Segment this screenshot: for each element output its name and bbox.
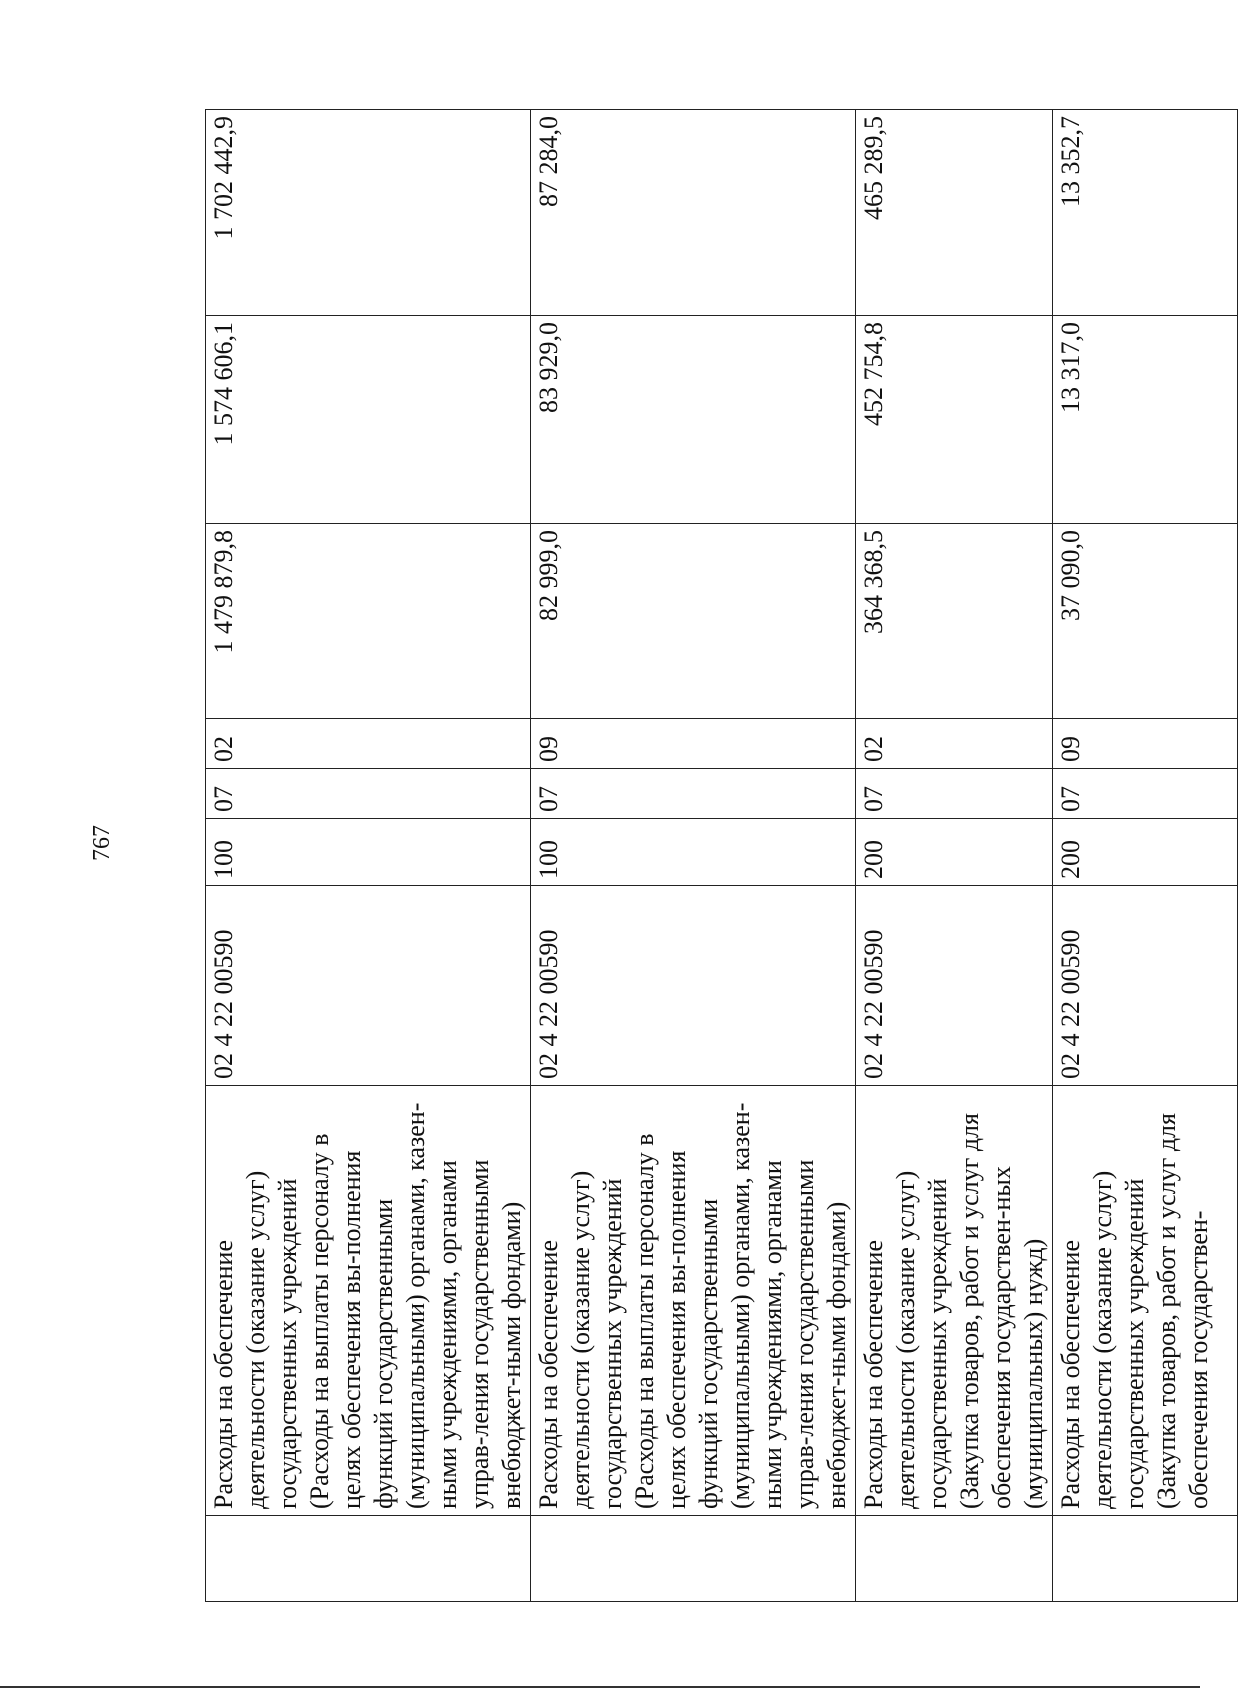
value-3-cell: 1 702 442,9 <box>206 110 531 316</box>
value-1-cell: 37 090,0 <box>1053 524 1238 719</box>
target-code-cell: 02 4 22 00590 <box>531 886 856 1086</box>
subsection-cell: 09 <box>1053 719 1238 769</box>
subsection-cell: 09 <box>531 719 856 769</box>
blank-cell <box>856 1516 1053 1602</box>
description-cell: Расходы на обеспечение деятельности (оказание услуг) государственных учреждений (Закупка товаров, работ и услуг для обеспечения государствен-ных (муниципальных) нужд) <box>856 1086 1053 1516</box>
value-2-cell: 452 754,8 <box>856 316 1053 524</box>
page-number: 767 <box>89 825 115 861</box>
section-cell: 07 <box>856 769 1053 819</box>
table-row <box>1053 110 1238 1602</box>
blank-cell <box>531 1516 856 1602</box>
rotated-table-container <box>205 110 1213 1602</box>
subsection-cell: 02 <box>856 719 1053 769</box>
value-1-cell: 82 999,0 <box>531 524 856 719</box>
target-code-cell: 02 4 22 00590 <box>856 886 1053 1086</box>
expense-type-cell: 100 <box>206 819 531 886</box>
value-3-cell: 13 352,7 <box>1053 110 1238 316</box>
bottom-rule <box>0 1686 1200 1688</box>
target-code-cell: 02 4 22 00590 <box>206 886 531 1086</box>
value-2-cell: 1 574 606,1 <box>206 316 531 524</box>
value-1-cell: 1 479 879,8 <box>206 524 531 719</box>
description-cell: Расходы на обеспечение деятельности (оказание услуг) государственных учреждений (Закупка товаров, работ и услуг для обеспечения государствен- <box>1053 1086 1238 1516</box>
blank-cell <box>1053 1516 1238 1602</box>
description-cell: Расходы на обеспечение деятельности (оказание услуг) государственных учреждений (Расходы на выплаты персоналу в целях обеспечения вы-полнения функций государственными (муниципальными) органами, казен-ными учреждениями, органами управ-ления государственными внебюджет-ными фондами) <box>531 1086 856 1516</box>
table-row <box>856 110 1053 1602</box>
expense-type-cell: 200 <box>856 819 1053 886</box>
section-cell: 07 <box>531 769 856 819</box>
section-cell: 07 <box>206 769 531 819</box>
section-cell: 07 <box>1053 769 1238 819</box>
target-code-cell: 02 4 22 00590 <box>1053 886 1238 1086</box>
value-1-cell: 364 368,5 <box>856 524 1053 719</box>
blank-cell <box>206 1516 531 1602</box>
value-2-cell: 13 317,0 <box>1053 316 1238 524</box>
expense-type-cell: 200 <box>1053 819 1238 886</box>
budget-table <box>205 109 1238 1602</box>
value-3-cell: 87 284,0 <box>531 110 856 316</box>
subsection-cell: 02 <box>206 719 531 769</box>
expense-type-cell: 100 <box>531 819 856 886</box>
value-2-cell: 83 929,0 <box>531 316 856 524</box>
description-cell: Расходы на обеспечение деятельности (оказание услуг) государственных учреждений (Расходы на выплаты персоналу в целях обеспечения вы-полнения функций государственными (муниципальными) органами, казен-ными учреждениями, органами управ-ления государственными внебюджет-ными фондами) <box>206 1086 531 1516</box>
table-row <box>206 110 531 1602</box>
value-3-cell: 465 289,5 <box>856 110 1053 316</box>
table-row <box>531 110 856 1602</box>
